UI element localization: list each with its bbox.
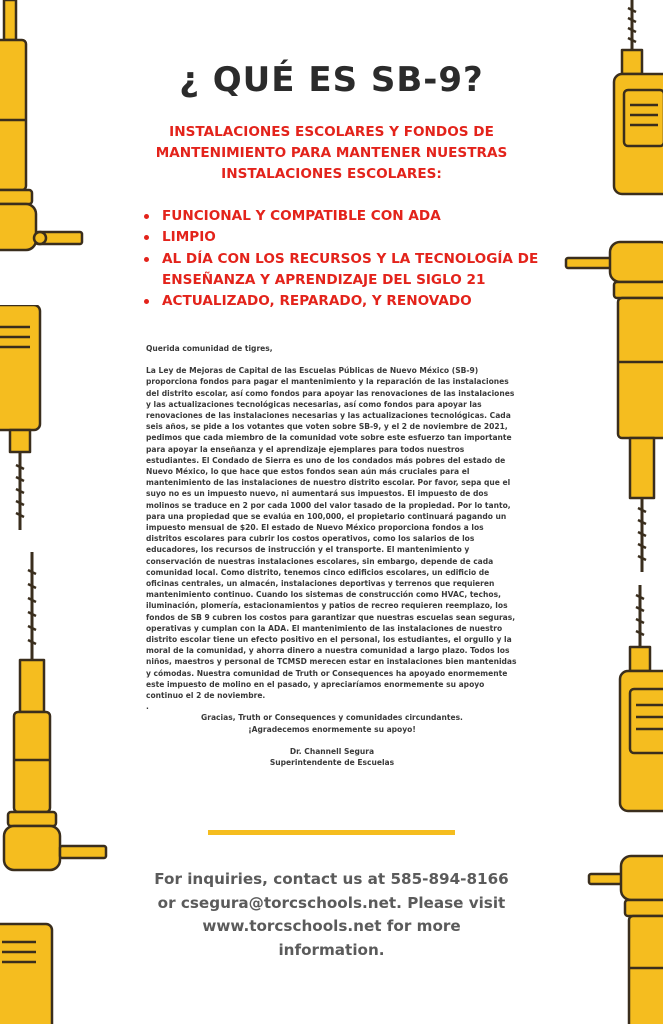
signer-title: Superintendente de Escuelas: [269, 757, 395, 767]
drill-icon: [585, 848, 663, 1024]
drill-icon: [600, 585, 663, 815]
bullet-list: [142, 206, 542, 312]
signer-name: Dr. Channell Segura: [289, 746, 375, 756]
letter-thanks: Gracias, Truth or Consequences y comunidades circundantes.: [201, 713, 463, 723]
list-item: LIMPIO: [142, 227, 542, 248]
letter-body: La Ley de Mejoras de Capital de las Escuelas Públicas de Nuevo México (SB-9) proporciona fondos para pagar el mantenimiento y la reparación de las instalaciones del distrito escolar, así como fondos para apoyar las renovaciones de las instalaciones y las actualizaciones tecnológicas necesarias, así como fondos para apoyar las renovaciones de las instalaciones necesarias y las actualizaciones tecnológicas. Cada seis años, se pide a los votantes que voten sobre SB-9, y el 2 de noviembre de 2021, pedimos que cada miembro de la comunidad vote sobre este esfuerzo tan importante para apoyar la enseñanza y el aprendizaje ejemplares para todos nuestros estudiantes. El Condado de Sierra es uno de los condados más pobres del estado de Nuevo México, lo que hace que estos fondos sean aún más cruciales para el mantenimiento de las instalaciones de nuestro distrito escolar. Por favor, sepa que el suyo no es un impuesto nuevo, ni aumentará sus impuestos. El impuesto de dos molinos se traduce en 2 por cada 1000 del valor tasado de la propiedad. Por lo tanto, para una propiedad que se evalúa en 100,000, el propietario continuará pagando un impuesto mensual de $20. El estado de Nuevo México proporciona fondos a los distritos escolares para cubrir los costos operativos, como los salarios de los educadores, los recursos de instrucción y el transporte. El mantenimiento y conservación de nuestras instalaciones escolares, sin embargo, depende de cada comunidad local. Como distrito, tenemos cinco edificios escolares, un edificio de oficinas centrales, un almacén, instalaciones deportivas y terrenos que requieren mantenimiento continuo. Cuando los sistemas de construcción como HVAC, techos, iluminación, plomería, estacionamientos y patios de recreo requieren reemplazo, los fondos de SB 9 cubren los costos para garantizar que nuestras escuelas sean seguras, operativas y cumplan con la ADA. El mantenimiento de las instalaciones de nuestro distrito escolar tiene un efecto positivo en el personal, los estudiantes, el orgullo y la moral de la comunidad, y ahorra dinero a nuestra comunidad a largo plazo. Todos los niños, maestros y personal de TCMSD merecen estar en instalaciones bien mantenidas y cómodas. Nuestra comunidad de Truth or Consequences ha apoyado enormemente este impuesto de molino en el pasado, y apreciaríamos enormemente su apoyo continuo el 2 de noviembre.: [146, 366, 517, 701]
drill-icon: [560, 232, 663, 577]
drill-icon: [600, 0, 663, 200]
letter-greeting: Querida comunidad de tigres,: [146, 344, 273, 353]
subtitle: INSTALACIONES ESCOLARES Y FONDOS DE MANTENIMIENTO PARA MANTENER NUESTRAS INSTALACIONES ESCOLARES:: [155, 124, 508, 182]
letter: [146, 343, 518, 768]
list-item: FUNCIONAL Y COMPATIBLE CON ADA: [142, 206, 542, 227]
drill-icon: [0, 305, 55, 535]
divider: [208, 830, 455, 835]
drill-icon: [0, 920, 55, 1024]
page-title: ¿ QUÉ ES SB-9?: [179, 60, 484, 100]
contact-info: For inquiries, contact us at 585-894-8166 or csegura@torcschools.net. Please visit www.torcschools.net for more information.: [154, 870, 509, 959]
drill-icon: [0, 550, 110, 880]
list-item: ACTUALIZADO, REPARADO, Y RENOVADO: [142, 291, 542, 312]
letter-thanks-support: ¡Agradecemos enormemente su apoyo!: [248, 724, 416, 734]
list-item: AL DÍA CON LOS RECURSOS Y LA TECNOLOGÍA DE ENSEÑANZA Y APRENDIZAJE DEL SIGLO 21: [142, 249, 542, 292]
drill-icon: [0, 0, 95, 260]
letter-dot: .: [146, 702, 149, 712]
